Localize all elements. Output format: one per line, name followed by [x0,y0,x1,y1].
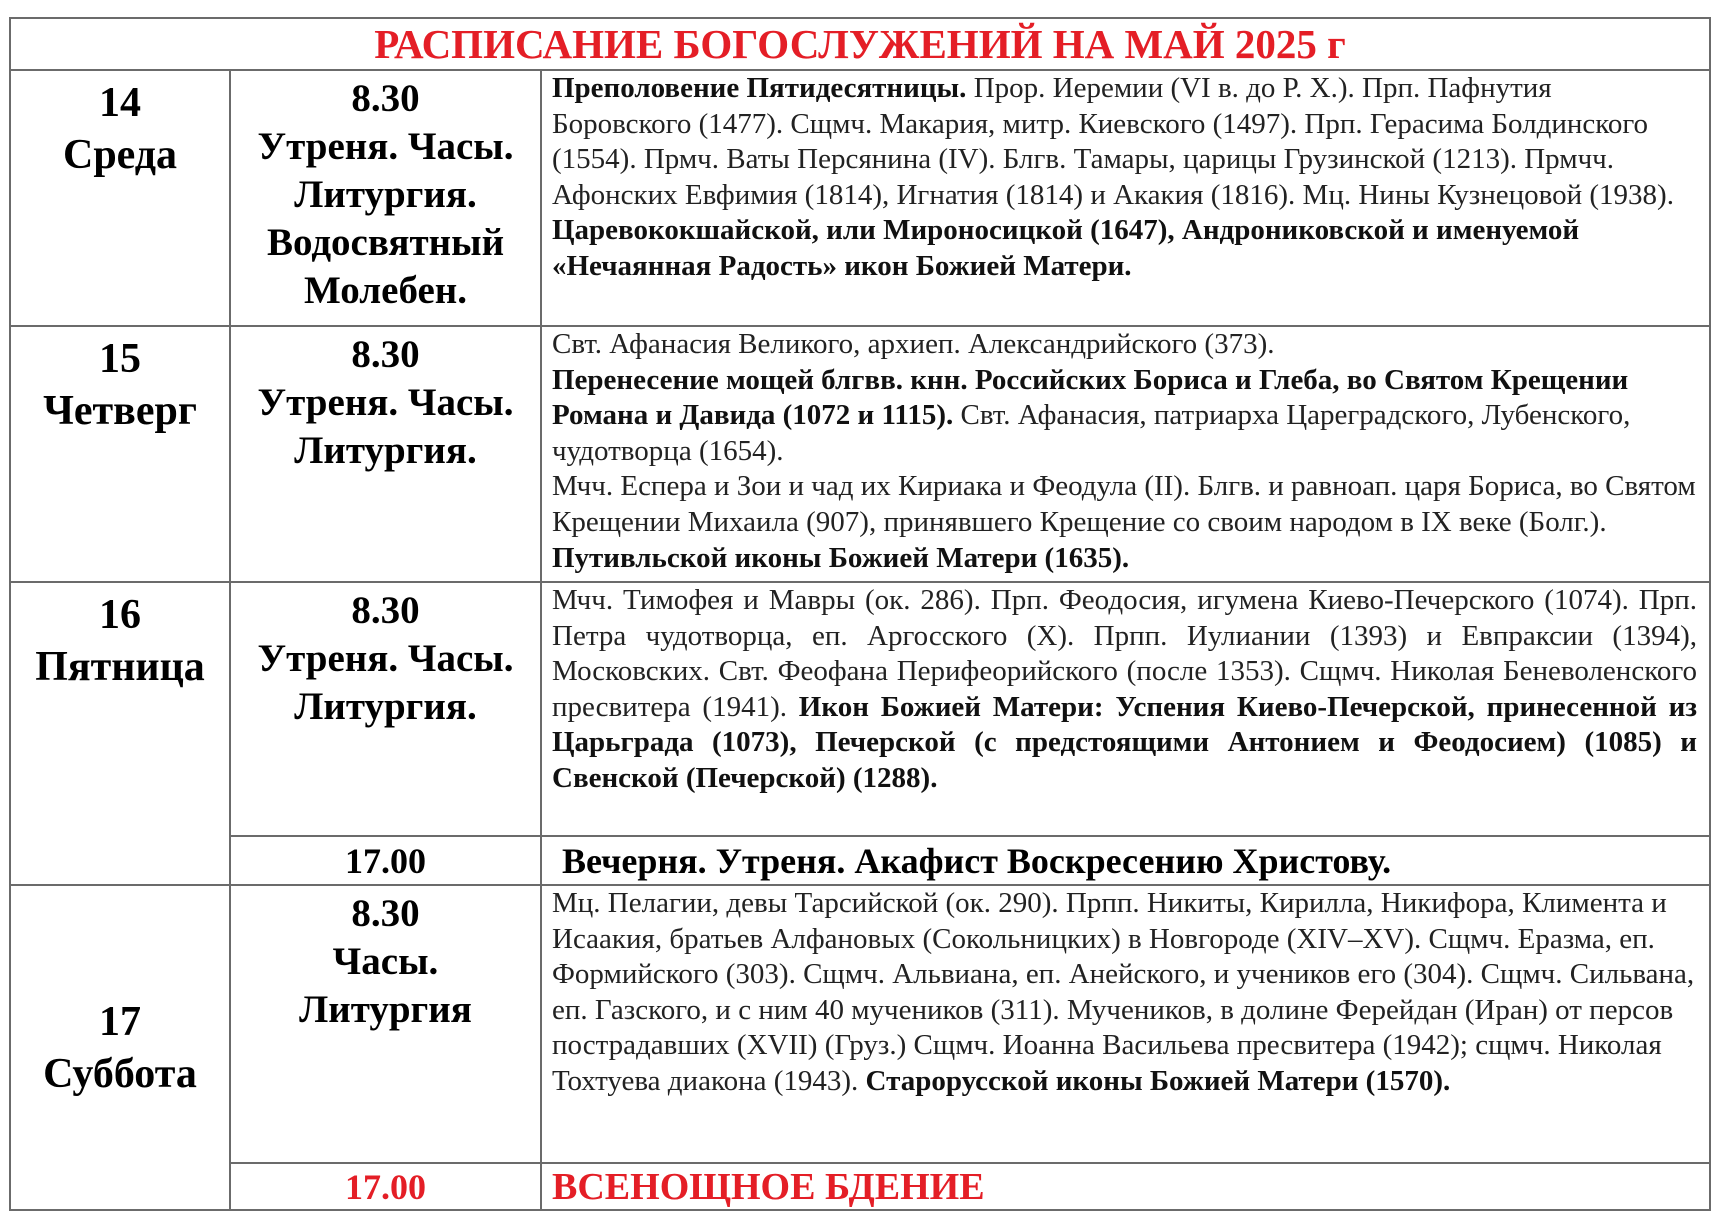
title-row [10,18,1710,70]
day-weekday: Среда [62,132,178,178]
service-line: Часы. [332,940,439,983]
description-text [552,886,1697,1100]
description-cell [541,582,1710,836]
day-weekday: Пятница [35,644,205,690]
service-line: Молебен. [304,269,467,312]
day-cell [10,582,230,885]
icons-bold: Путивльской иконы Божией Матери (1635). [552,541,1130,574]
service-line: Водосвятный [266,221,505,264]
page-title: РАСПИСАНИЕ БОГОСЛУЖЕНИЙ НА МАЙ 2025 г [10,18,1710,70]
day-date: 14 [99,80,141,126]
description-cell [541,885,1710,1163]
description-text [552,363,1697,470]
service-line: Литургия. [294,173,477,216]
service-time: 8.30 [351,77,420,120]
day-weekday: Четверг [43,388,197,434]
service-line: Литургия [299,988,472,1031]
description-text: Свт. Афанасия Великого, архиеп. Александрийского (373). [552,328,1275,360]
day-date: 15 [99,336,141,382]
icons-bold: Икон Божией Матери: Успения Киево-Печерской, принесенной из Царьграда (1073), Печерской (с предстоящими Антонием и Феодосием) (1085) и Свенской (Печерской) (1288). [552,690,1697,794]
service-line: Утреня. Часы. [257,125,514,168]
service-line: Утреня. Часы. [257,381,514,424]
evening-time: 17.00 [230,1163,541,1210]
day-row-14 [10,70,1710,326]
service-cell [230,326,541,582]
day-cell [10,70,230,326]
saints-text: Мц. Пелагии, девы Тарсийской (ок. 290). Прпп. Никиты, Кирилла, Никифора, Климента и Исаакия, братьев Алфановых (Сокольницких) в Новгороде (XIV–XV). Сщмч. Еразма, еп. Формийского (303). Сщмч. Альвиана, еп. Анейского, и учеников его (304). Сщмч. Сильвана, еп. Газского, и с ним 40 мучеников (311). Мучеников, в долине Ферейдан (Иран) от персов пострадавших (XVII) (Груз.) Сщмч. Иоанна Васильева пресвитера (1942); сщмч. Николая Тохтуева диакона (1943). [552,887,1695,1097]
saints-text: Свт. Афанасия, патриарха Цареградского, Лубенского, чудотворца (1654). [552,399,1631,467]
saints-text: Мчч. Еспера и Зои и чад их Кириака и Феодула (II). Блгв. и равноап. царя Бориса, во Святом Крещении Михаила (907), принявшего Крещение со своим народом в IX веке (Болг.). [552,470,1696,538]
day-cell [10,885,230,1210]
day-weekday: Суббота [43,1050,197,1097]
service-cell [230,582,541,836]
day-date: 16 [99,592,141,638]
service-cell [230,70,541,326]
service-line: Утреня. Часы. [257,637,514,680]
schedule-table [9,17,1711,1211]
evening-row-16 [10,836,1710,885]
service-time: 8.30 [351,892,420,935]
evening-service: ВСЕНОЩНОЕ БДЕНИЕ [541,1163,1710,1210]
service-cell [230,885,541,1163]
description-cell [541,70,1710,326]
description-text [552,71,1697,213]
saints-text: Прор. Иеремии (VI в. до Р. Х.). Прп. Пафнутия Боровского (1477). Сщмч. Макария, митр. Киевского (1497). Прп. Герасима Болдинского (1554). Прмч. Ваты Персянина (IV). Блгв. Тамары, царицы Грузинской (1213). Прмчч. Афонских Евфимия (1814), Игнатия (1814) и Акакия (1816). Мц. Нины Кузнецовой (1938). [552,72,1674,211]
evening-service: Вечерня. Утреня. Акафист Воскресению Христову. [541,836,1710,885]
day-date: 17 [99,998,141,1045]
service-time: 8.30 [351,589,420,632]
day-cell [10,326,230,582]
description-cell [541,326,1710,582]
description-text [552,469,1697,576]
evening-row-17 [10,1163,1710,1210]
icons-text [552,213,1697,284]
feast-name: Преполовение Пятидесятницы. [552,72,967,104]
day-row-15 [10,326,1710,582]
service-time: 8.30 [351,333,420,376]
saints-text: Мчч. Тимофея и Мавры (ок. 286). Прп. Феодосия, игумена Киево-Печерского (1074). Прп. Петра чудотворца, еп. Аргосского (X). Прпп. Иулиании (1393) и Евпраксии (1394), Московских. Свт. Феофана Перифеорийского (после 1353). Сщмч. Николая Беневоленского пресвитера (1941). [552,584,1697,723]
evening-time: 17.00 [230,836,541,885]
icons-bold: Царевококшайской, или Мироносицкой (1647), Андрониковской и именуемой «Нечаянная Радость» икон Божией Матери. [552,214,1580,282]
day-row-17 [10,885,1710,1163]
description-text [552,583,1697,797]
service-line: Литургия. [294,429,477,472]
feast-bold: Перенесение мощей блгвв. кнн. Российских Бориса и Глеба, во Святом Крещении Романа и Давида (1072 и 1115). [552,363,1629,432]
icons-bold: Старорусской иконы Божией Матери (1570). [858,1064,1451,1097]
day-row-16 [10,582,1710,836]
service-line: Литургия. [294,685,477,728]
